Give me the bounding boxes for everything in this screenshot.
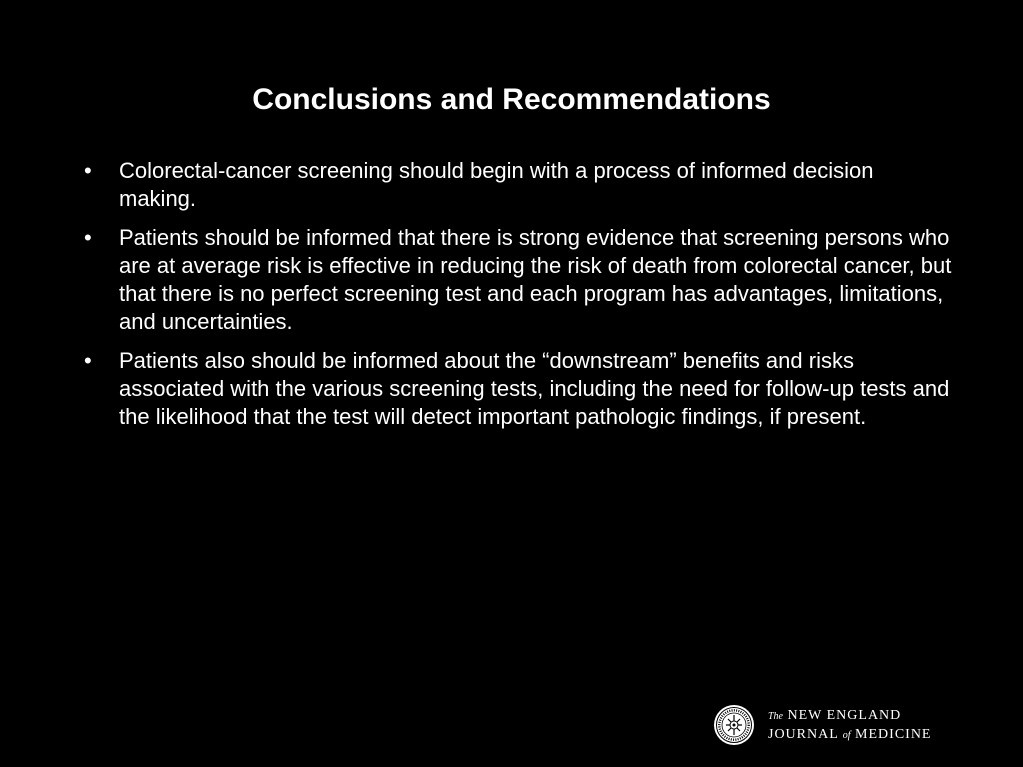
nejm-logo [713,704,968,746]
bullet-item [84,157,954,213]
wordmark-medicine: MEDICINE [855,727,932,742]
wordmark-line-2 [768,726,931,745]
bullet-marker: • [84,158,92,183]
wordmark-journal: JOURNAL [768,727,839,742]
bullet-item [84,224,954,336]
wordmark-of: of [842,730,851,741]
nejm-wordmark [768,707,931,745]
nejm-seal-icon [713,704,755,746]
wordmark-the: The [768,711,783,722]
bullet-text: Patients should be informed that there is strong evidence that screening persons who are at average risk is effective in reducing the risk of death from colorectal cancer, but that there is no perfect screening test and each program has advantages, limitations, and uncertainties. [119,225,952,334]
bullet-text: Colorectal-cancer screening should begin with a process of informed decision making. [119,158,874,211]
bullet-list [84,157,954,442]
wordmark-line-1 [768,707,931,726]
bullet-item [84,347,954,431]
bullet-text: Patients also should be informed about the “downstream” benefits and risks associated with the various screening tests, including the need for follow-up tests and the likelihood that the test will detect important pathologic findings, if present. [119,348,950,429]
bullet-marker: • [84,348,92,373]
wordmark-new-england: NEW ENGLAND [787,708,902,723]
slide-title: Conclusions and Recommendations [252,83,771,116]
bullet-marker: • [84,225,92,250]
